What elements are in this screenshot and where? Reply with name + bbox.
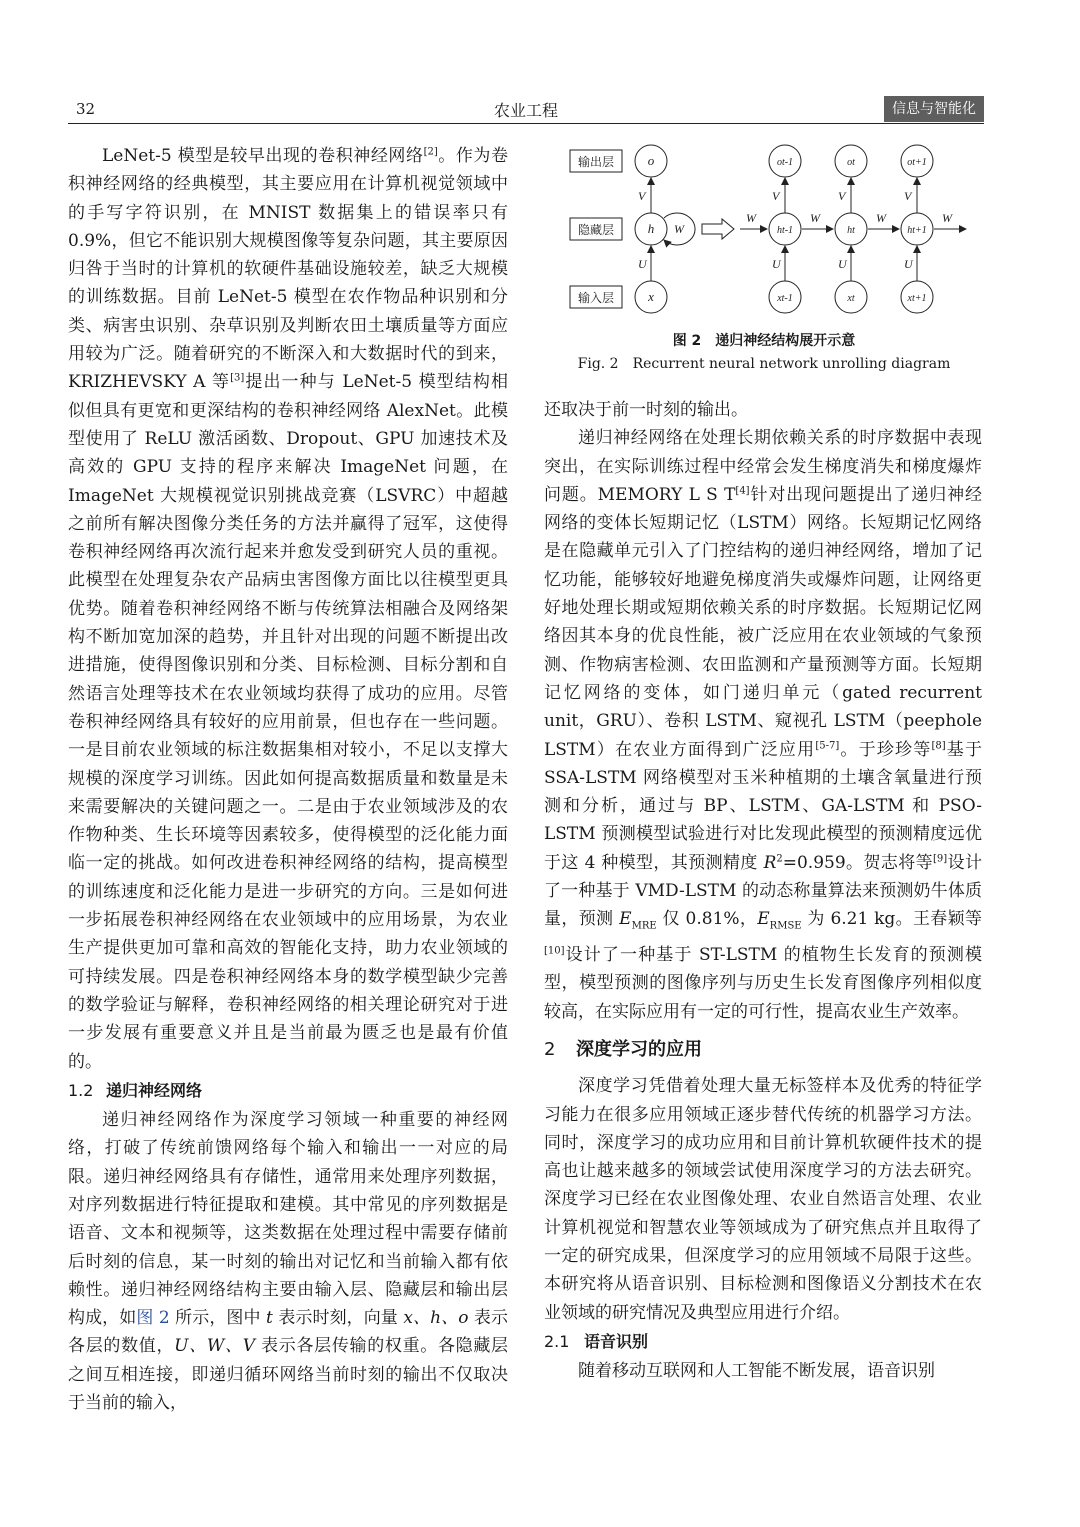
citation[interactable]: [10] [544,945,565,957]
node-o-t: ot [847,157,855,168]
paragraph-continuation: 还取决于前一时刻的输出。 [544,400,748,420]
citation[interactable]: [3] [230,372,245,384]
header-rule [68,123,984,124]
heading-2: 2 深度学习的应用 [544,1038,702,1060]
node-x: x [648,289,654,304]
node-o-prev: ot-1 [776,157,794,168]
page-header [68,96,984,126]
svg-text:V: V [838,189,846,203]
node-o-next: ot+1 [907,157,927,168]
paragraph-speech-recognition: 随着移动互联网和人工智能不断发展，语音识别 [578,1361,935,1382]
heading-2-1: 2.1 语音识别 [544,1331,649,1351]
svg-text:U: U [904,257,913,271]
svg-text:U: U [638,257,647,271]
svg-text:W: W [674,222,684,236]
paragraph-rnn: 递归神经网络作为深度学习领域一种重要的神经网络，打破了传统前馈网络每个输入和输出一一对应的局限。递归神经网络具有存储性，通常用来处理序列数据，对序列数据进行特征提取和建模。其中常见的序列数据是语音、文本和视频等，这类数据在处理过程中需要存储前后时刻的信息，某一时刻的输出对记忆和当前输入都有依赖性。递归神经网络结构主要由输入层、隐藏层和输出层构成，如图 2 所示，图中 t 表示时刻，向量 x、h、o 表示各层的数值，U、W、V 表示各层传输的权重。各隐藏层之间互相连接，即递归循环网络当前时刻的输出不仅取决于当前的输入， [68,1110,509,1414]
node-x-prev: xt-1 [777,293,793,304]
figure-caption-en: Fig. 2 Recurrent neural network unrolling diagram [577,356,951,372]
svg-text:W: W [942,211,952,225]
node-x-next: xt+1 [907,293,927,304]
citation[interactable]: [4] [735,485,750,497]
right-column [544,396,982,1385]
node-h-t: ht [847,225,855,236]
node-h-next: ht+1 [907,225,927,236]
input-layer-label: 输入层 [577,291,615,305]
svg-text:U: U [838,257,847,271]
paragraph-deep-learning-apps: 深度学习凭借着处理大量无标签样本及优秀的特征学习能力在很多应用领域正逐步替代传统的机器学习方法。同时，深度学习的成功应用和目前计算机软硬件技术的提高也让越来越多的领域尝试使用深度学习的方法去研究。深度学习已经在农业图像处理、农业自然语言处理、农业计算机视觉和智慧农业等领域成为了研究焦点并且取得了一定的研究成果，但深度学习的应用领域不局限于这些。本研究将从语音识别、目标检测和图像语义分割技术在农业领域的研究情况及典型应用进行介绍。 [544,1076,982,1323]
citation[interactable]: [5-7] [815,739,840,751]
citation[interactable]: [9] [933,853,948,865]
hidden-layer-label: 隐藏层 [577,223,615,237]
node-o: o [647,153,655,168]
svg-text:V: V [638,189,646,203]
node-h: h [647,221,655,236]
output-layer-label: 输出层 [577,155,615,169]
figure-link[interactable]: 图 2 [136,1308,170,1329]
paragraph-lenet: LeNet-5 模型是较早出现的卷积神经网络[2]。作为卷积神经网络的经典模型，其主要应用在计算机视觉领域中的手写字符识别，在 MNIST 数据集上的错误率只有 0.9%，但它不能识别大规模图像等复杂问题，其主要原因归咎于当时的计算机的软硬件基础设施较差，缺乏大规模的训练数据。目前 LeNet-5 模型在农作物品种识别和分类、病害虫识别、杂草识别及判断农田土壤质量等方面应用较为广泛。随着研究的不断深入和大数据时代的到来，KRIZHEVSKY A 等[3]提出一种与 LeNet-5 模型结构相似但具有更宽和更深结构的卷积神经网络 AlexNet。此模型使用了 ReLU 激活函数、Dropout、GPU 加速技术及高效的 GPU 支持的程序来解决 ImageNet 问题，在 ImageNet 大规模视觉识别挑战竞赛（LSVRC）中超越之前所有解决图像分类任务的方法并赢得了冠军，这使得卷积神经网络再次流行起来并愈发受到研究人员的重视。此模型在处理复杂农产品病虫害图像方面比以往模型更具优势。随着卷积神经网络不断与传统算法相融合及网络架构不断加宽加深的趋势，并且针对出现的问题不断提出改进措施，使得图像识别和分类、目标检测、目标分割和自然语言处理等技术在农业领域均获得了成功的应用。尽管卷积神经网络具有较好的应用前景，但也存在一些问题。一是目前农业领域的标注数据集相对较小，不足以支撑大规模的深度学习训练。因此如何提高数据质量和数量是未来需要解决的关键问题之一。二是由于农业领域涉及的农作物种类、生长环境等因素较多，使得模型的泛化能力面临一定的挑战。如何改进卷积神经网络的结构，提高模型的训练速度和泛化能力是进一步研究的方向。三是如何进一步拓展卷积神经网络在农业领域中的应用场景，为农业生产提供更加可靠和高效的智能化支持，助力农业领域的可持续发展。四是卷积神经网络本身的数学模型缺少完善的数学验证与解释，卷积神经网络的相关理论研究对于进一步发展有重要意义并且是当前最为匮乏也是最有价值的。 [68,146,508,1072]
figure-caption-zh: 图 2 递归神经结构展开示意 [672,333,856,349]
svg-text:W: W [876,211,886,225]
svg-text:V: V [904,189,912,203]
left-column [68,142,508,1417]
citation[interactable]: [2] [423,146,438,158]
paragraph-lstm: 递归神经网络在处理长期依赖关系的时序数据中表现突出，在实际训练过程中经常会发生梯度消失和梯度爆炸问题。MEMORY L S T[4]针对出现问题提出了递归神经网络的变体长短期记忆（LSTM）网络。长短期记忆网络是在隐藏单元引入了门控结构的递归神经网络，增加了记忆功能，能够较好地避免梯度消失或爆炸问题，让网络更好地处理长期或短期依赖关系的时序数据。长短期记忆网络因其本身的优良性能，被广泛应用在农业领域的气象预测、作物病害检测、农田监测和产量预测等方面。长短期记忆网络的变体，如门递归单元（gated recurrent unit，GRU）、卷积 LSTM、窥视孔 LSTM（peephole LSTM）在农业方面得到广泛应用[5-7]。于珍珍等[8]基于 SSA-LSTM 网络模型对玉米种植期的土壤含氧量进行预测和分析，通过与 BP、LSTM、GA-LSTM 和 PSO-LSTM 预测模型试验进行对比发现此模型的预测精度远优于这 4 种模型，其预测精度 $R^2=0.959$。贺志将等[9]设计了一种基于 VMD-LSTM 的动态称量算法来预测奶牛体质量，预测 $E_{MRE}$ 仅 0.81%，$E_{RMSE}$ 为 6.21 kg。王春颖等[10]设计了一种基于 ST-LSTM 的植物生长发育的预测模型，模型预测的图像序列与历史生长发育图像序列相似度较高，在实际应用有一定的可行性，提高农业生产效率。 [544,428,983,1022]
section-badge: 信息与智能化 [884,96,984,122]
journal-name: 农业工程 [493,101,558,120]
svg-text:W: W [810,211,820,225]
node-h-prev: ht-1 [776,225,794,236]
citation[interactable]: [8] [931,739,946,751]
svg-text:V: V [772,189,780,203]
svg-text:U: U [772,257,781,271]
svg-text:W: W [746,211,756,225]
rnn-unrolling-figure [546,138,982,323]
node-x-t: xt [847,293,855,304]
heading-1-2: 1.2 递归神经网络 [68,1080,203,1100]
page-number: 32 [76,100,96,118]
